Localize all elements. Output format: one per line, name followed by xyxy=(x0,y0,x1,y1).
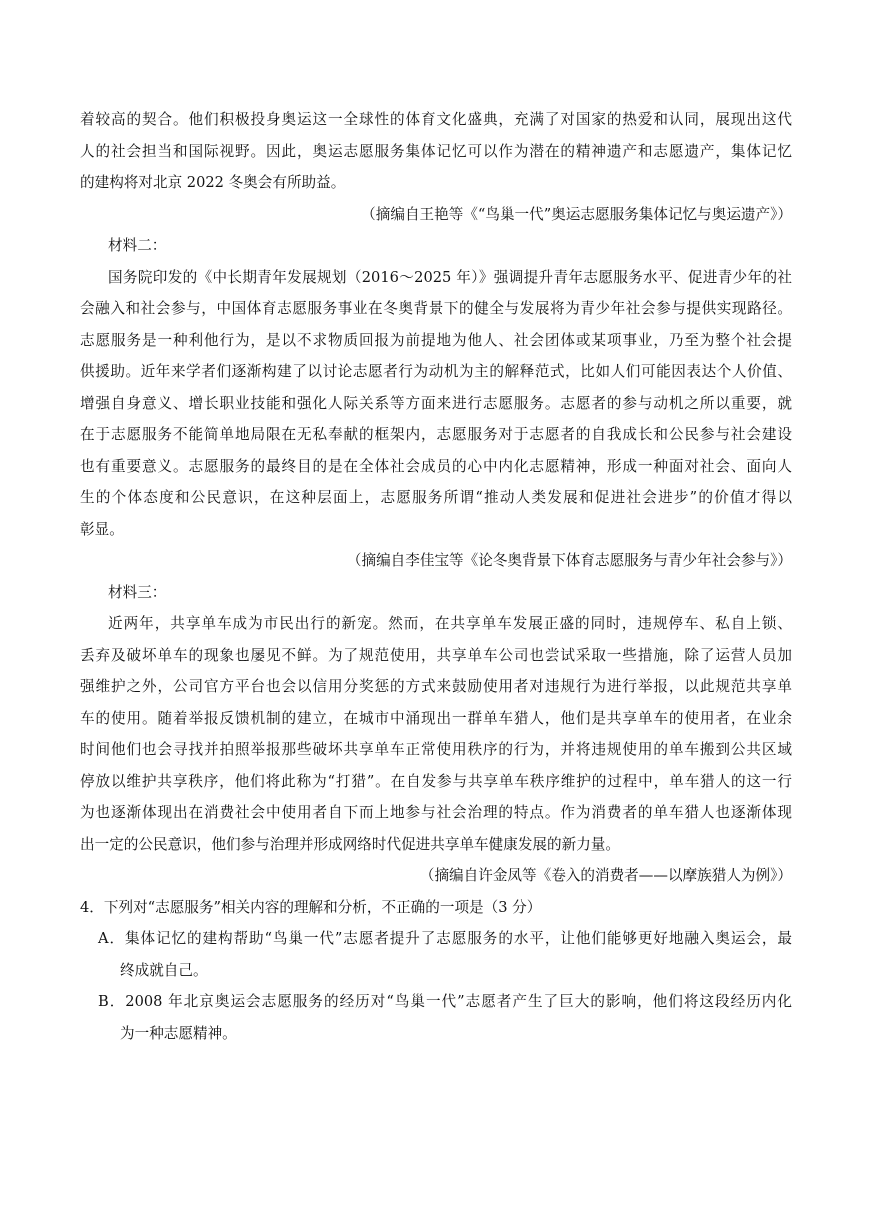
material1-line: 的建构将对北京 2022 冬奥会有所助益。 xyxy=(80,174,346,191)
material3-line: 时间他们也会寻找并拍照举报那些破坏共享单车正常使用秩序的行为，并将违规使用的单车搬到公共区域 xyxy=(80,741,792,758)
material2-line: 彰显。 xyxy=(80,520,124,538)
material3-source: （摘编自许金凤等《卷入的消费者——以摩族猎人为例》） xyxy=(419,867,792,884)
material2-line: 也有重要意义。志愿服务的最终目的是在全体社会成员的心中内化志愿精神，形成一种面对社会、面向人 xyxy=(80,457,792,475)
material3-line: 为也逐渐体现出在消费社会中使用者自下而上地参与社会治理的特点。作为消费者的单车猎人也逐渐体现 xyxy=(80,804,792,821)
material2-heading: 材料二： xyxy=(108,237,167,254)
option-a-line: A．集体记忆的建构帮助“鸟巢一代”志愿者提升了志愿服务的水平，让他们能够更好地融入奥运会，最 xyxy=(98,930,792,947)
option-a-line: 终成就自己。 xyxy=(120,961,208,979)
page-content xyxy=(80,104,792,1049)
material3-line: 强维护之外，公司官方平台也会以信用分奖惩的方式来鼓励使用者对违规行为进行举报，以此规范共享单 xyxy=(80,678,792,695)
material1-line: 着较高的契合。他们积极投身奥运这一全球性的体育文化盛典，充满了对国家的热爱和认同，展现出这代 xyxy=(80,111,792,128)
material3-line: 车的使用。随着举报反馈机制的建立，在城市中涌现出一群单车猎人，他们是共享单车的使用者，在业余 xyxy=(80,709,792,727)
material1-line: 人的社会担当和国际视野。因此，奥运志愿服务集体记忆可以作为潜在的精神遗产和志愿遗产，集体记忆 xyxy=(80,142,792,160)
material2-line: 国务院印发的《中长期青年发展规划（2016～2025 年）》强调提升青年志愿服务水平、促进青少年的社 xyxy=(108,268,792,286)
material2-line: 增强自身意义、增长职业技能和强化人际关系等方面来进行志愿服务。志愿者的参与动机之所以重要，就 xyxy=(80,394,792,412)
option-b-line: 为一种志愿精神。 xyxy=(120,1024,237,1042)
material2-line: 会融入和社会参与，中国体育志愿服务事业在冬奥背景下的健全与发展将为青少年社会参与提供实现路径。 xyxy=(80,300,792,317)
material3-line: 丢弃及破坏单车的现象也屡见不鲜。为了规范使用，共享单车公司也尝试采取一些措施，除了运营人员加 xyxy=(80,646,792,664)
material2-source: （摘编自李佳宝等《论冬奥背景下体育志愿服务与青少年社会参与》） xyxy=(346,552,792,569)
material2-line: 生的个体态度和公民意识，在这种层面上，志愿服务所谓“推动人类发展和促进社会进步”的价值才得以 xyxy=(80,489,792,506)
material1-source: （摘编自王艳等《“鸟巢一代”奥运志愿服务集体记忆与奥运遗产》） xyxy=(361,205,792,223)
option-b-line: B．2008 年北京奥运会志愿服务的经历对“鸟巢一代”志愿者产生了巨大的影响，他们将这段经历内化 xyxy=(98,993,792,1010)
material3-line: 出一定的公民意识，他们参与治理并形成网络时代促进共享单车健康发展的新力量。 xyxy=(80,835,620,853)
material3-line: 停放以维护共享秩序，他们将此称为“打猎”。在自发参与共享单车秩序维护的过程中，单车猎人的这一行 xyxy=(80,772,792,790)
material2-line: 志愿服务是一种利他行为，是以不求物质回报为前提地为他人、社会团体或某项事业，乃至为整个社会提 xyxy=(80,331,792,349)
material3-line: 近两年，共享单车成为市民出行的新宠。然而，在共享单车发展正盛的同时，违规停车、私自上锁、 xyxy=(108,615,792,632)
material3-heading: 材料三： xyxy=(108,583,167,601)
material2-line: 在于志愿服务不能简单地局限在无私奉献的框架内，志愿服务对于志愿者的自我成长和公民参与社会建设 xyxy=(80,426,792,443)
question-stem: 4．下列对“志愿服务”相关内容的理解和分析，不正确的一项是（3 分） xyxy=(80,898,542,916)
material2-line: 供援助。近年来学者们逐渐构建了以讨论志愿者行为动机为主的解释范式，比如人们可能因表达个人价值、 xyxy=(80,363,792,380)
